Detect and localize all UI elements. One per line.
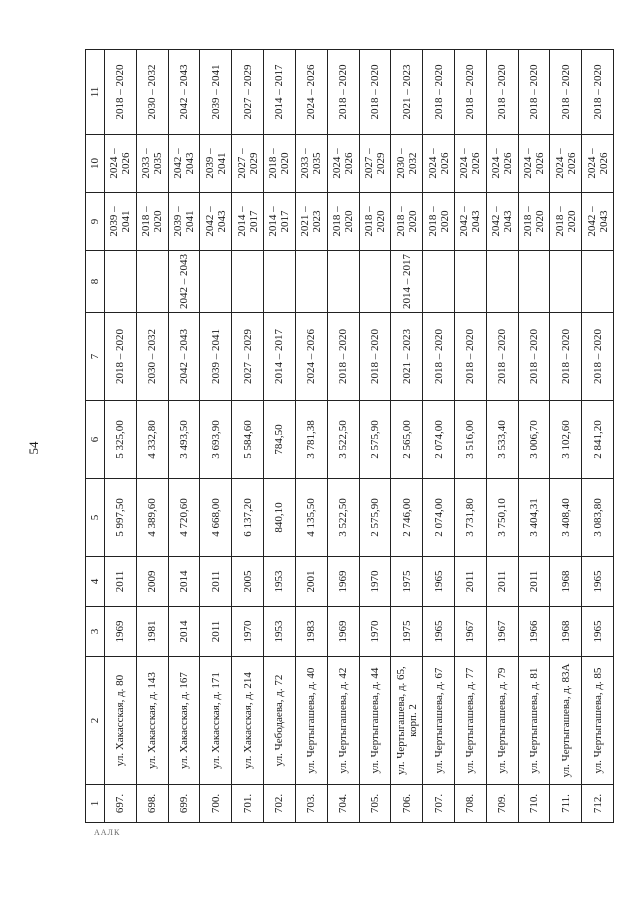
table-cell: 1965 (423, 607, 455, 657)
table-cell: 1965 (582, 607, 614, 657)
table-cell: 6 137,20 (232, 479, 264, 557)
table-cell: 2018 – 2020 (359, 50, 391, 135)
table-cell: 2042 – 2043 (168, 251, 200, 313)
address-cell: ул. Хакасская, д. 171 (200, 657, 232, 785)
table-rotated-container (85, 50, 614, 823)
table-row (518, 50, 550, 823)
row-number-cell: 702. (264, 785, 296, 823)
table-cell: 2018 – 2020 (423, 193, 455, 251)
table-row (550, 50, 582, 823)
row-number-cell: 705. (359, 785, 391, 823)
table-cell: 2018 – 2020 (264, 135, 296, 193)
table-cell: 1968 (550, 557, 582, 607)
buildings-table (85, 49, 614, 823)
table-cell: 3 533,40 (486, 401, 518, 479)
table-cell: 1970 (359, 557, 391, 607)
table-row (264, 50, 296, 823)
table-cell: 2018 – 2020 (423, 50, 455, 135)
table-cell: 2009 (136, 557, 168, 607)
page-number: 54 (26, 441, 41, 455)
table-cell: 5 997,50 (105, 479, 137, 557)
table-cell: 2018 – 2020 (550, 50, 582, 135)
table-cell (200, 251, 232, 313)
table-cell: 2011 (518, 557, 550, 607)
table-cell: 1968 (550, 607, 582, 657)
column-header: 11 (86, 50, 105, 135)
table-cell (454, 251, 486, 313)
table-cell: 2018 – 2020 (327, 193, 359, 251)
row-number-cell: 709. (486, 785, 518, 823)
table-cell: 1965 (582, 557, 614, 607)
table-row (232, 50, 264, 823)
table-cell (486, 251, 518, 313)
table-cell: 2039 – 2041 (200, 135, 232, 193)
table-row (454, 50, 486, 823)
table-wrapper (85, 50, 614, 823)
address-cell: ул. Чебодаева, д. 72 (264, 657, 296, 785)
table-cell (105, 251, 137, 313)
row-number-cell: 700. (200, 785, 232, 823)
table-cell: 2018 – 2020 (327, 313, 359, 401)
table-cell: 2018 – 2020 (423, 313, 455, 401)
table-cell: 2018 – 2020 (391, 193, 423, 251)
address-cell: ул. Хакасская, д. 80 (105, 657, 137, 785)
table-cell: 2024 – 2026 (486, 135, 518, 193)
table-cell: 2024 – 2026 (550, 135, 582, 193)
table-cell: 2018 – 2020 (486, 313, 518, 401)
table-cell: 1953 (264, 607, 296, 657)
table-cell: 1975 (391, 557, 423, 607)
table-cell: 2042 – 2043 (454, 193, 486, 251)
table-cell: 4 135,50 (295, 479, 327, 557)
table-cell: 2033 – 2035 (136, 135, 168, 193)
address-cell: ул. Чертыгашева, д. 44 (359, 657, 391, 785)
address-cell: ул. Чертыгашева, д. 42 (327, 657, 359, 785)
table-row (391, 50, 423, 823)
table-row (200, 50, 232, 823)
table-cell: 2042 – 2043 (486, 193, 518, 251)
table-cell: 2014 – 2017 (264, 193, 296, 251)
table-cell: 2030 – 2032 (391, 135, 423, 193)
table-cell: 2011 (200, 557, 232, 607)
column-header: 7 (86, 313, 105, 401)
table-row (359, 50, 391, 823)
table-cell (136, 251, 168, 313)
table-cell: 2027 – 2029 (232, 135, 264, 193)
table-cell: 2024 – 2026 (105, 135, 137, 193)
table-row (423, 50, 455, 823)
table-cell: 2011 (200, 607, 232, 657)
table-cell: 2018 – 2020 (518, 193, 550, 251)
table-cell: 2042 – 2043 (168, 50, 200, 135)
header-row (86, 50, 105, 823)
table-cell: 2024 – 2026 (582, 135, 614, 193)
table-cell (359, 251, 391, 313)
address-cell: ул. Чертыгашева, д. 81 (518, 657, 550, 785)
table-cell: 1969 (327, 607, 359, 657)
table-cell: 1966 (518, 607, 550, 657)
table-cell: 2018 – 2020 (454, 50, 486, 135)
table-cell: 3 781,38 (295, 401, 327, 479)
table-cell: 2018 – 2020 (518, 313, 550, 401)
table-cell: 1967 (486, 607, 518, 657)
table-cell: 2018 – 2020 (454, 313, 486, 401)
address-cell: ул. Хакасская, д. 143 (136, 657, 168, 785)
table-cell: 2001 (295, 557, 327, 607)
table-cell: 3 102,60 (550, 401, 582, 479)
table-row (105, 50, 137, 823)
table-cell: 2039 – 2041 (200, 313, 232, 401)
table-cell: 3 731,80 (454, 479, 486, 557)
table-cell: 1970 (359, 607, 391, 657)
table-cell: 1965 (423, 557, 455, 607)
table-cell: 1983 (295, 607, 327, 657)
table-cell: 2014 (168, 557, 200, 607)
row-number-cell: 701. (232, 785, 264, 823)
row-number-cell: 706. (391, 785, 423, 823)
table-cell: 3 083,80 (582, 479, 614, 557)
table-row (486, 50, 518, 823)
column-header: 10 (86, 135, 105, 193)
address-cell: ул. Хакасская, д. 167 (168, 657, 200, 785)
table-cell: 4 332,80 (136, 401, 168, 479)
table-cell: 2042 – 2043 (582, 193, 614, 251)
table-cell: 2021 – 2023 (391, 313, 423, 401)
table-cell: 2027 – 2029 (232, 313, 264, 401)
table-cell: 2018 – 2020 (136, 193, 168, 251)
table-cell: 2018 – 2020 (105, 313, 137, 401)
table-cell: 2005 (232, 557, 264, 607)
table-cell: 3 516,00 (454, 401, 486, 479)
row-number-cell: 698. (136, 785, 168, 823)
table-cell (518, 251, 550, 313)
table-cell: 2018 – 2020 (550, 313, 582, 401)
address-cell: ул. Чертыгашева, д. 67 (423, 657, 455, 785)
table-cell: 5 584,60 (232, 401, 264, 479)
table-cell: 2042 – 2043 (168, 135, 200, 193)
table-row (295, 50, 327, 823)
table-cell: 2018 – 2020 (582, 50, 614, 135)
table-cell: 1975 (391, 607, 423, 657)
address-cell: ул. Чертыгашева, д. 85 (582, 657, 614, 785)
table-cell: 2018 – 2020 (550, 193, 582, 251)
row-number-cell: 704. (327, 785, 359, 823)
address-cell: ул. Чертыгашева, д. 83А (550, 657, 582, 785)
table-cell: 2018 – 2020 (486, 50, 518, 135)
table-cell: 3 404,31 (518, 479, 550, 557)
table-row (136, 50, 168, 823)
table-cell: 2014 – 2017 (232, 193, 264, 251)
table-cell: 5 325,00 (105, 401, 137, 479)
table-cell: 2014 – 2017 (391, 251, 423, 313)
table-cell: 1969 (327, 557, 359, 607)
table-cell: 3 522,50 (327, 479, 359, 557)
column-header: 2 (86, 657, 105, 785)
table-row (168, 50, 200, 823)
table-cell: 2 841,20 (582, 401, 614, 479)
table-cell: 2018 – 2020 (105, 50, 137, 135)
address-cell: ул. Чертыгашева, д. 77 (454, 657, 486, 785)
table-cell: 2039 – 2041 (105, 193, 137, 251)
column-header: 3 (86, 607, 105, 657)
table-row (327, 50, 359, 823)
table-cell: 2024 – 2026 (518, 135, 550, 193)
table-cell: 3 522,50 (327, 401, 359, 479)
table-cell: 2 565,00 (391, 401, 423, 479)
table-cell: 2011 (105, 557, 137, 607)
table-cell: 2039 – 2041 (200, 50, 232, 135)
column-header: 8 (86, 251, 105, 313)
table-cell: 3 006,70 (518, 401, 550, 479)
table-cell: 2 575,90 (359, 401, 391, 479)
row-number-cell: 699. (168, 785, 200, 823)
address-cell: ул. Чертыгашева, д. 79 (486, 657, 518, 785)
table-cell: 2014 (168, 607, 200, 657)
table-cell: 2021 – 2023 (391, 50, 423, 135)
table-cell: 1967 (454, 607, 486, 657)
column-header: 1 (86, 785, 105, 823)
table-cell (264, 251, 296, 313)
table-cell: 2027 – 2029 (359, 135, 391, 193)
table-cell: 2018 – 2020 (359, 193, 391, 251)
table-cell: 3 408,40 (550, 479, 582, 557)
table-cell (327, 251, 359, 313)
table-cell (582, 251, 614, 313)
table-cell: 3 493,50 (168, 401, 200, 479)
address-cell: ул. Хакасская, д. 214 (232, 657, 264, 785)
table-cell: 2039 – 2041 (168, 193, 200, 251)
table-cell (423, 251, 455, 313)
table-cell: 2011 (454, 557, 486, 607)
table-cell: 2027 – 2029 (232, 50, 264, 135)
table-cell: 2 746,00 (391, 479, 423, 557)
table-cell: 2033 – 2035 (295, 135, 327, 193)
address-cell: ул. Чертыгашева, д. 65, корп. 2 (391, 657, 423, 785)
table-cell: 4 720,60 (168, 479, 200, 557)
table-cell: 2042 – 2043 (200, 193, 232, 251)
table-cell: 2018 – 2020 (359, 313, 391, 401)
table-cell: 2024 – 2026 (454, 135, 486, 193)
table-cell (550, 251, 582, 313)
table-cell: 2042 – 2043 (168, 313, 200, 401)
table-cell: 1969 (105, 607, 137, 657)
row-number-cell: 712. (582, 785, 614, 823)
table-cell: 1970 (232, 607, 264, 657)
table-cell: 2014 – 2017 (264, 313, 296, 401)
table-cell (232, 251, 264, 313)
table-cell: 2018 – 2020 (582, 313, 614, 401)
table-cell: 2014 – 2017 (264, 50, 296, 135)
table-cell: 2 074,00 (423, 479, 455, 557)
table-cell: 2 074,00 (423, 401, 455, 479)
row-number-cell: 710. (518, 785, 550, 823)
row-number-cell: 697. (105, 785, 137, 823)
archive-stamp: ААЛК (94, 828, 121, 837)
table-cell: 4 389,60 (136, 479, 168, 557)
table-cell: 3 693,90 (200, 401, 232, 479)
table-cell: 2011 (486, 557, 518, 607)
table-cell: 3 750,10 (486, 479, 518, 557)
table-body (105, 50, 614, 823)
table-cell: 2021 – 2023 (295, 193, 327, 251)
table-cell (295, 251, 327, 313)
row-number-cell: 711. (550, 785, 582, 823)
table-cell: 2018 – 2020 (327, 50, 359, 135)
table-cell: 2030 – 2032 (136, 313, 168, 401)
table-cell: 784,50 (264, 401, 296, 479)
table-cell: 4 668,00 (200, 479, 232, 557)
column-header: 4 (86, 557, 105, 607)
row-number-cell: 703. (295, 785, 327, 823)
table-cell: 2024 – 2026 (423, 135, 455, 193)
table-row (582, 50, 614, 823)
table-cell: 2024 – 2026 (295, 50, 327, 135)
column-header: 9 (86, 193, 105, 251)
row-number-cell: 708. (454, 785, 486, 823)
table-cell: 2024 – 2026 (295, 313, 327, 401)
column-header: 6 (86, 401, 105, 479)
table-cell: 1981 (136, 607, 168, 657)
table-cell: 840,10 (264, 479, 296, 557)
row-number-cell: 707. (423, 785, 455, 823)
address-cell: ул. Чертыгашева, д. 40 (295, 657, 327, 785)
table-cell: 2018 – 2020 (518, 50, 550, 135)
table-cell: 2030 – 2032 (136, 50, 168, 135)
table-cell: 1953 (264, 557, 296, 607)
table-cell: 2024 – 2026 (327, 135, 359, 193)
column-header: 5 (86, 479, 105, 557)
table-cell: 2 575,90 (359, 479, 391, 557)
